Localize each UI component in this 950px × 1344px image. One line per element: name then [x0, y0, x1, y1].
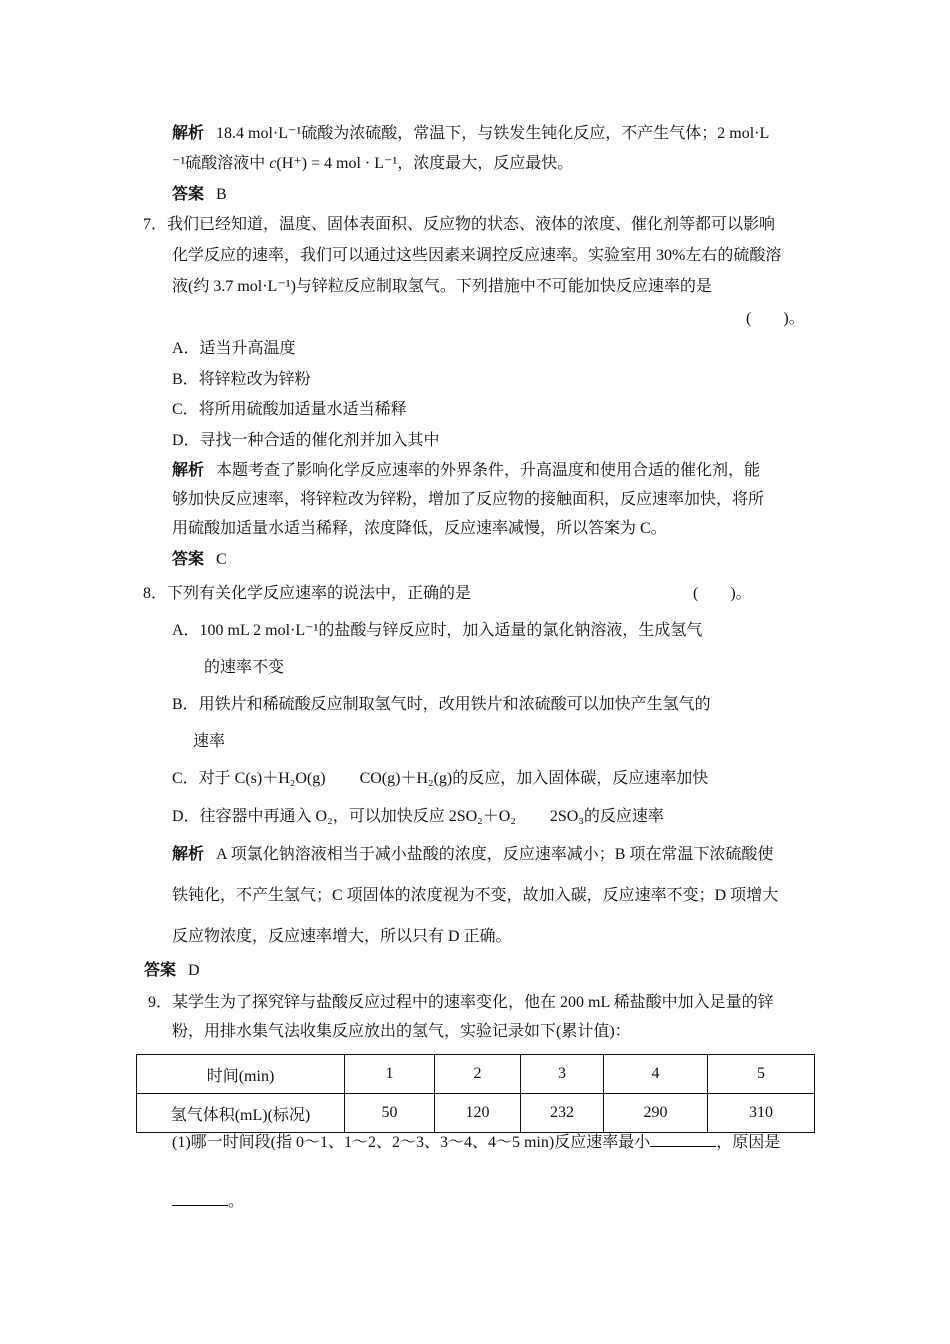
q6-analysis-line2: ⁻¹硫酸溶液中 c(H⁺) = 4 mol · L⁻¹，浓度最大，反应最快。	[172, 155, 574, 172]
q9-sub1-line1: (1)哪一时间段(指 0～1、1～2、2～3、3～4、4～5 min)反应速率最小 ，原因是	[172, 1131, 780, 1153]
q8-analysis-label: 解析	[172, 846, 205, 863]
q7-answer-paren: ( )。	[746, 310, 805, 327]
q8-answer-paren: ( )。	[693, 585, 752, 602]
q8-option-b-line1: B．用铁片和稀硫酸反应制取氢气时，改用铁片和浓硫酸可以加快产生氢气的	[172, 696, 711, 713]
q9-sub1-line2: 。	[172, 1190, 244, 1212]
q8-stem: 8．下列有关化学反应速率的说法中，正确的是	[143, 585, 472, 602]
q9-stem-line2: 粉，用排水集气法收集反应放出的氢气，实验记录如下(累计值)：	[172, 1023, 631, 1040]
q8-answer-label: 答案	[144, 962, 177, 979]
q7-answer-label: 答案	[172, 551, 205, 568]
table-cell: 4	[604, 1055, 708, 1094]
q7-analysis-line3: 用硫酸加适量水适当稀释，浓度降低，反应速率减慢，所以答案为 C。	[172, 520, 667, 537]
q8-option-d: D．往容器中再通入 O₂，可以加快反应 2SO₂＋O₂ 2SO₃的反应速率	[172, 808, 664, 825]
q6-answer: 答案 B	[172, 186, 227, 203]
q7-stem-line1: 7．我们已经知道，温度、固体表面积、反应物的状态、液体的浓度、催化剂等都可以影响	[143, 216, 776, 233]
table-row	[137, 1094, 815, 1133]
q9-stem-line1: 9．某学生为了探究锌与盐酸反应过程中的速率变化，他在 200 mL 稀盐酸中加入足量的锌	[148, 994, 774, 1011]
q7-stem-line3: 液(约 3.7 mol·L⁻¹)与锌粒反应制取氢气。下列措施中不可能加快反应速率的是	[172, 278, 712, 295]
table-header-cell: 氢气体积(mL)(标况)	[137, 1094, 345, 1133]
table-cell: 3	[521, 1055, 604, 1094]
table-row	[137, 1055, 815, 1094]
q7-stem-line2: 化学反应的速率，我们可以通过这些因素来调控反应速率。实验室用 30%左右的硫酸溶	[172, 247, 782, 264]
answer-blank[interactable]	[172, 1190, 228, 1206]
q7-number: 7．	[143, 216, 168, 233]
table-cell: 120	[435, 1094, 521, 1133]
table-cell: 232	[521, 1094, 604, 1133]
q8-analysis-line2: 铁钝化，不产生氢气；C 项固体的浓度视为不变，故加入碳，反应速率不变；D 项增大	[172, 887, 779, 904]
q8-analysis-line1: 解析 A 项氯化钠溶液相当于减小盐酸的浓度，反应速率减小；B 项在常温下浓硫酸使	[172, 846, 774, 863]
q8-option-b-line2: 速率	[193, 733, 226, 750]
table-cell: 5	[708, 1055, 815, 1094]
q8-option-a-line1: A．100 mL 2 mol·L⁻¹的盐酸与锌反应时，加入适量的氯化钠溶液，生成氢气	[172, 622, 703, 639]
q8-analysis-line3: 反应物浓度，反应速率增大，所以只有 D 正确。	[172, 928, 512, 945]
q6-analysis-line1: 解析 18.4 mol·L⁻¹硫酸为浓硫酸，常温下，与铁发生钝化反应，不产生气体；2 mol·L	[172, 125, 770, 142]
q8-number: 8．	[143, 585, 168, 602]
q7-option-c: C．将所用硫酸加适量水适当稀释	[172, 401, 407, 418]
answer-blank[interactable]	[650, 1131, 716, 1147]
q7-option-d: D．寻找一种合适的催化剂并加入其中	[172, 432, 440, 449]
table-cell: 50	[345, 1094, 435, 1133]
q6-analysis-label: 解析	[172, 125, 205, 142]
q7-answer: 答案 C	[172, 551, 227, 568]
q7-option-b: B．将锌粒改为锌粉	[172, 371, 311, 388]
q6-answer-label: 答案	[172, 186, 205, 203]
q8-option-c: C．对于 C(s)＋H₂O(g) CO(g)＋H₂(g)的反应，加入固体碳，反应速率加快	[172, 770, 709, 787]
q9-number: 9．	[148, 994, 173, 1011]
q7-analysis-label: 解析	[172, 462, 205, 479]
q7-analysis-line2: 够加快反应速率，将锌粒改为锌粉，增加了反应物的接触面积，反应速率加快，将所	[172, 491, 765, 508]
table-header-cell: 时间(min)	[137, 1055, 345, 1094]
table-cell: 310	[708, 1094, 815, 1133]
table-cell: 1	[345, 1055, 435, 1094]
table-cell: 2	[435, 1055, 521, 1094]
q8-option-a-line2: 的速率不变	[204, 659, 285, 676]
experiment-record-table	[136, 1054, 815, 1133]
q7-option-a: A．适当升高温度	[172, 340, 296, 357]
table-cell: 290	[604, 1094, 708, 1133]
q8-answer: 答案 D	[144, 962, 200, 979]
q7-analysis-line1: 解析 本题考查了影响化学反应速率的外界条件，升高温度和使用合适的催化剂，能	[172, 462, 761, 479]
